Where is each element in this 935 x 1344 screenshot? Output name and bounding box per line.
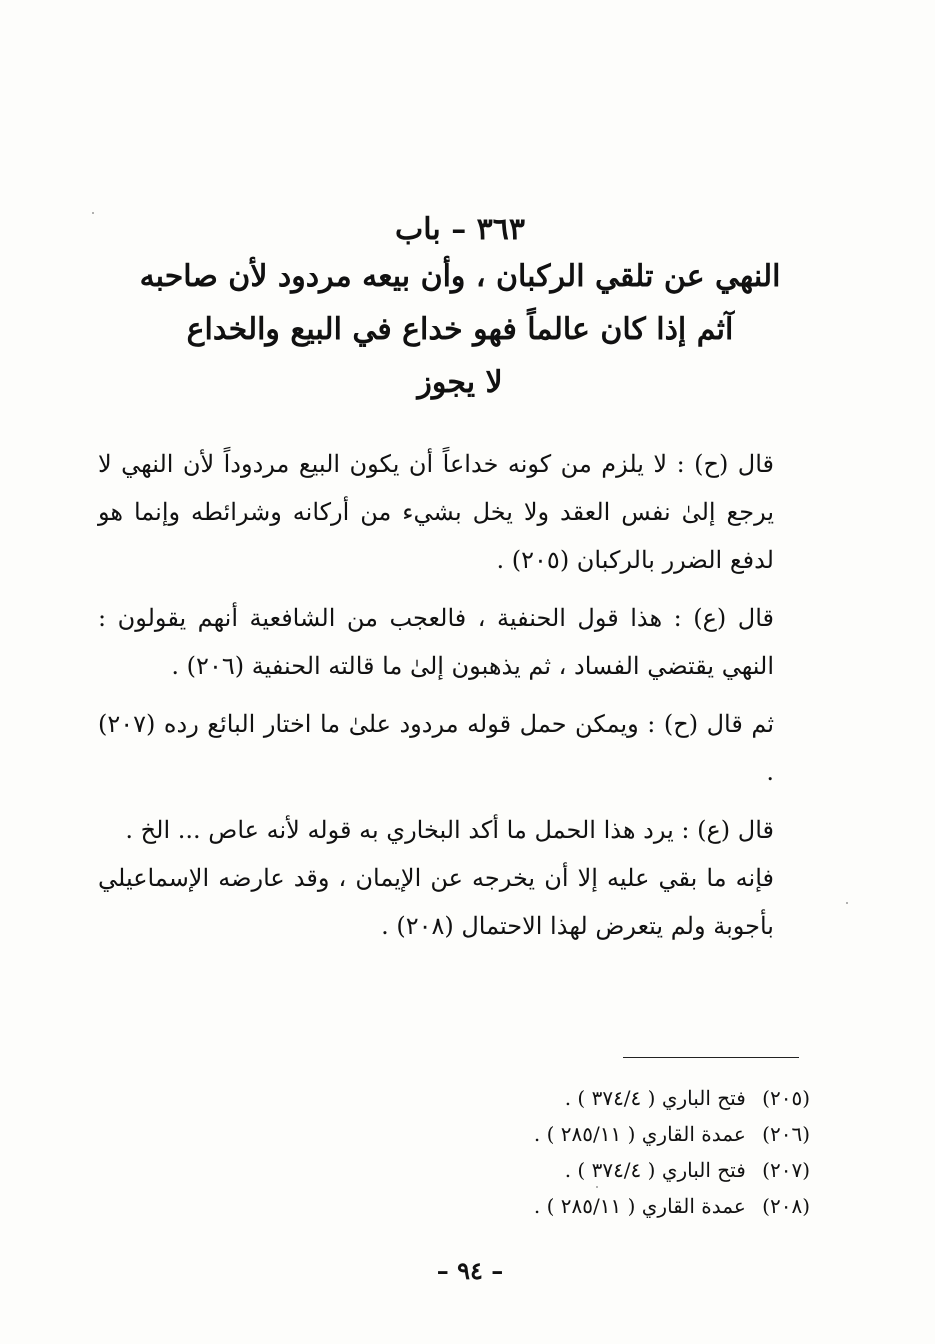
paragraph-1: قال (ح) : لا يلزم من كونه خداعاً أن يكون البيع مردوداً لأن النهي لا يرجع إلىٰ نفس العقد ولا يخل بشيء من أركانه وشرائطه وإنما هو لدفع الضرر بالركبان (٢٠٥) . [98, 450, 774, 574]
page-number: – ٩٤ – [436, 1256, 504, 1285]
footnote-number: (٢٠٨) [762, 1194, 810, 1218]
footnotes [380, 1080, 810, 1224]
scan-speck [596, 1186, 598, 1188]
chapter-title-line-3: لا يجوز [417, 365, 503, 400]
chapter-number: ٣٦٣ – باب [395, 212, 525, 247]
scan-speck [92, 212, 94, 214]
footnote [380, 1116, 810, 1152]
paragraph-2: قال (ع) : هذا قول الحنفية ، فالعجب من الشافعية أنهم يقولون : النهي يقتضي الفساد ، ثم يذهبون إلىٰ ما قالته الحنفية (٢٠٦) . [98, 604, 774, 680]
footnote-reference: عمدة القاري ( ٢٨٥/١١ ) . [533, 1122, 746, 1146]
footnote-reference: فتح الباري ( ٣٧٤/٤ ) . [564, 1086, 746, 1110]
footnote-reference: فتح الباري ( ٣٧٤/٤ ) . [564, 1158, 746, 1182]
paragraph-5: فإنه ما بقي عليه إلا أن يخرجه عن الإيمان ، وقد عارضه الإسماعيلي بأجوبة ولم يتعرض لهذا الاحتمال (٢٠٨) . [98, 864, 774, 940]
footnote-number: (٢٠٦) [762, 1122, 810, 1146]
paragraph-3: ثم قال (ح) : ويمكن حمل قوله مردود علىٰ ما اختار البائع رده (٢٠٧) . [98, 710, 774, 786]
footnote [380, 1080, 810, 1116]
paragraph-4: قال (ع) : يرد هذا الحمل ما أكد البخاري به قوله لأنه عاص ... الخ . [125, 816, 774, 844]
footnote-number: (٢٠٧) [762, 1158, 810, 1182]
footnote [380, 1188, 810, 1224]
chapter-title-line-1: النهي عن تلقي الركبان ، وأن بيعه مردود لأن صاحبه [139, 259, 781, 294]
scan-speck [846, 902, 848, 904]
chapter-title-line-2: آثم إذا كان عالماً فهو خداع في البيع والخداع [186, 312, 734, 347]
footnote-number: (٢٠٥) [762, 1086, 810, 1110]
footnote [380, 1152, 810, 1188]
chapter-heading [90, 210, 830, 409]
body-text [98, 440, 810, 960]
footnote-separator [623, 1057, 799, 1058]
footnote-reference: عمدة القاري ( ٢٨٥/١١ ) . [533, 1194, 746, 1218]
